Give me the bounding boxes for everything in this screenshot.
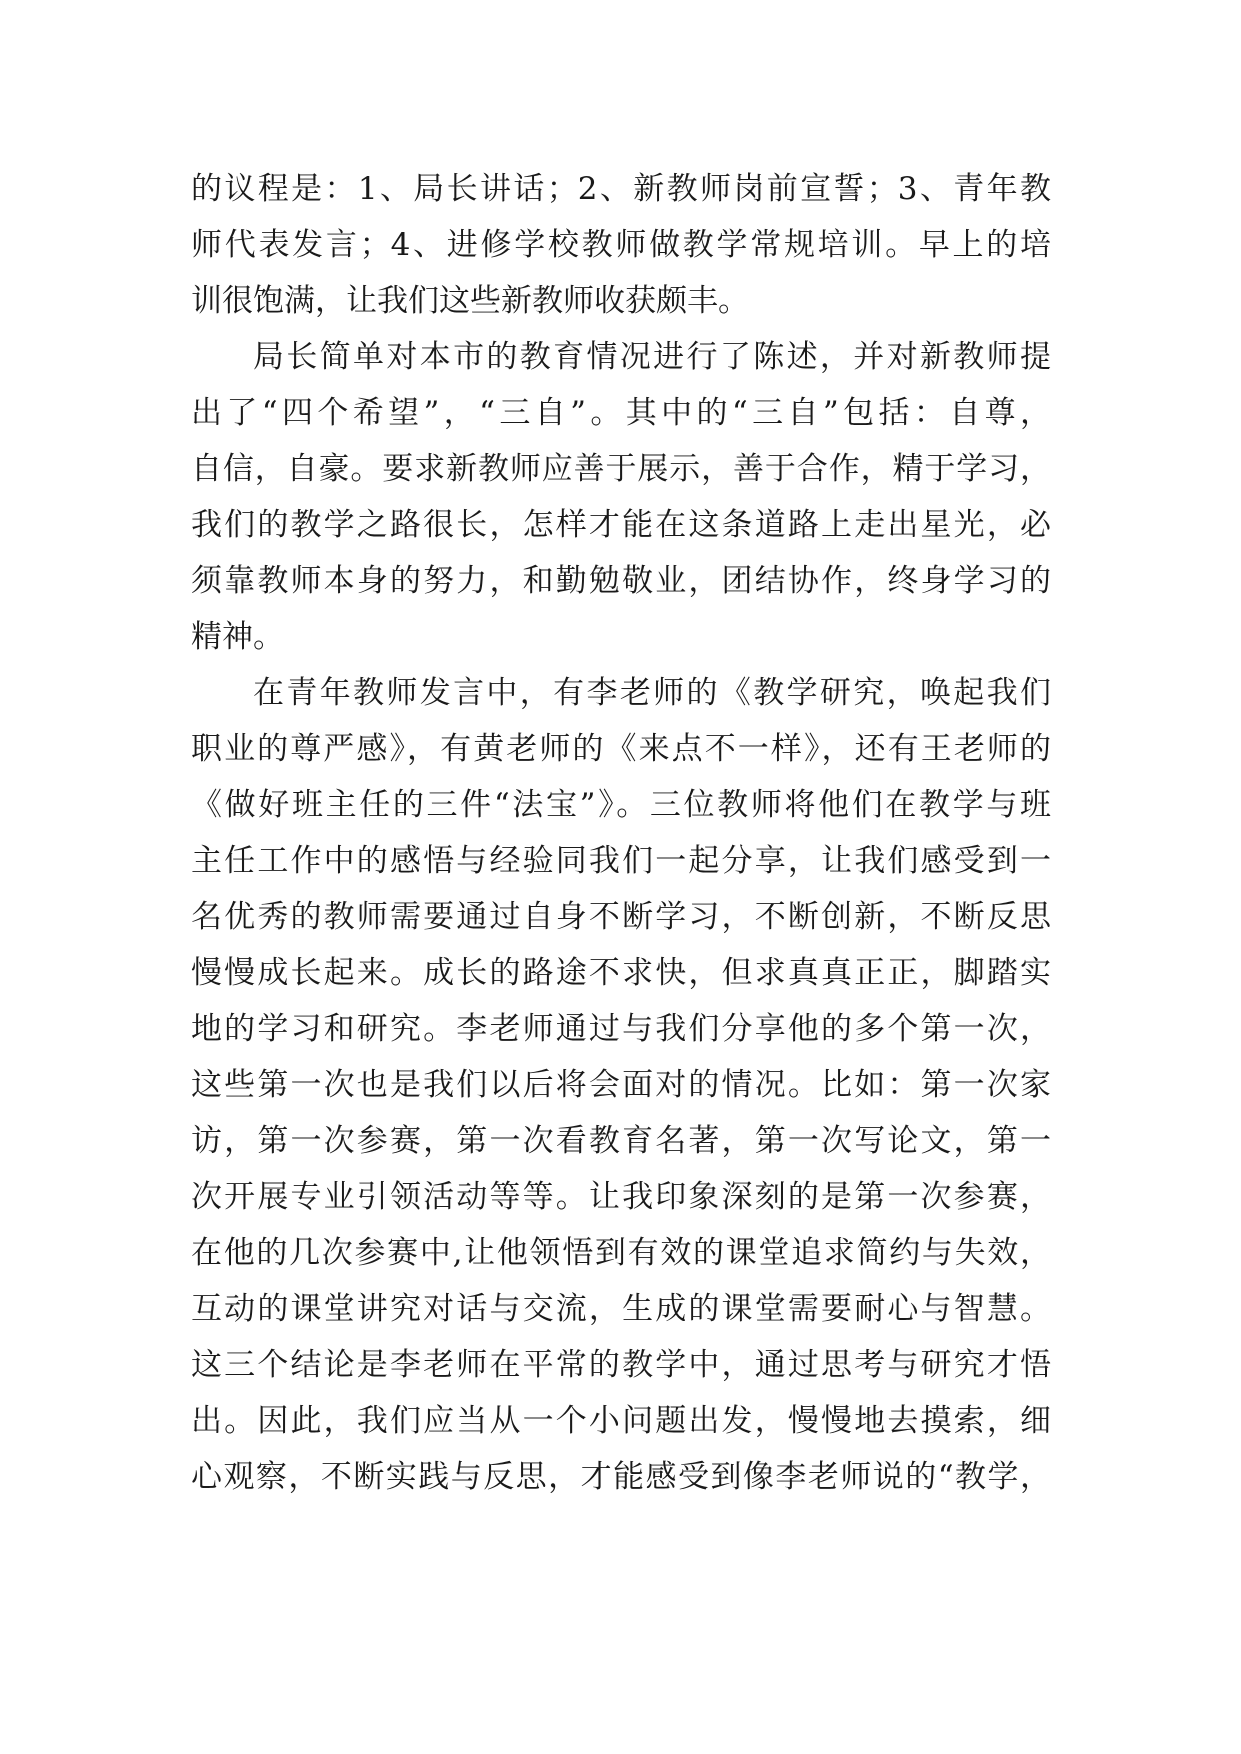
text-line: 慢慢成长起来。成长的路途不求快，但求真真正正，脚踏实	[191, 955, 1051, 991]
text-line: 自信，自豪。要求新教师应善于展示，善于合作，精于学习，	[191, 451, 1051, 487]
text-line: 出。因此，我们应当从一个小问题出发，慢慢地去摸索，细	[191, 1403, 1051, 1439]
text-line: 师代表发言；4、进修学校教师做教学常规培训。早上的培	[191, 227, 1051, 263]
text-line: 在他的几次参赛中,让他领悟到有效的课堂追求简约与失效，	[191, 1235, 1051, 1271]
paragraph-start-line: 在青年教师发言中，有李老师的《教学研究，唤起我们	[253, 675, 1051, 711]
text-line: 须靠教师本身的努力，和勤勉敬业，团结协作，终身学习的	[191, 563, 1051, 599]
body-text	[191, 161, 1051, 1505]
text-line: 这些第一次也是我们以后将会面对的情况。比如：第一次家	[191, 1067, 1051, 1103]
text-line: 地的学习和研究。李老师通过与我们分享他的多个第一次，	[191, 1011, 1051, 1047]
text-line: 互动的课堂讲究对话与交流，生成的课堂需要耐心与智慧。	[191, 1291, 1051, 1327]
text-line: 这三个结论是李老师在平常的教学中，通过思考与研究才悟	[191, 1347, 1051, 1383]
text-line: 我们的教学之路很长，怎样才能在这条道路上走出星光，必	[191, 507, 1051, 543]
text-line: 名优秀的教师需要通过自身不断学习，不断创新，不断反思	[191, 899, 1051, 935]
text-line: 心观察，不断实践与反思，才能感受到像李老师说的“教学，	[191, 1459, 1051, 1495]
text-line: 训很饱满，让我们这些新教师收获颇丰。	[191, 283, 749, 319]
text-line: 出了“四个希望”，“三自”。其中的“三自”包括：自尊，	[191, 395, 1051, 431]
text-line: 的议程是：1、局长讲话；2、新教师岗前宣誓；3、青年教	[191, 171, 1051, 207]
text-line: 精神。	[191, 619, 284, 655]
text-line: 次开展专业引领活动等等。让我印象深刻的是第一次参赛，	[191, 1179, 1051, 1215]
text-line: 主任工作中的感悟与经验同我们一起分享，让我们感受到一	[191, 843, 1051, 879]
text-line: 职业的尊严感》，有黄老师的《来点不一样》，还有王老师的	[191, 731, 1051, 767]
text-line: 访，第一次参赛，第一次看教育名著，第一次写论文，第一	[191, 1123, 1051, 1159]
text-line: 《做好班主任的三件“法宝”》。三位教师将他们在教学与班	[191, 787, 1051, 823]
paragraph-start-line: 局长简单对本市的教育情况进行了陈述，并对新教师提	[253, 339, 1051, 375]
